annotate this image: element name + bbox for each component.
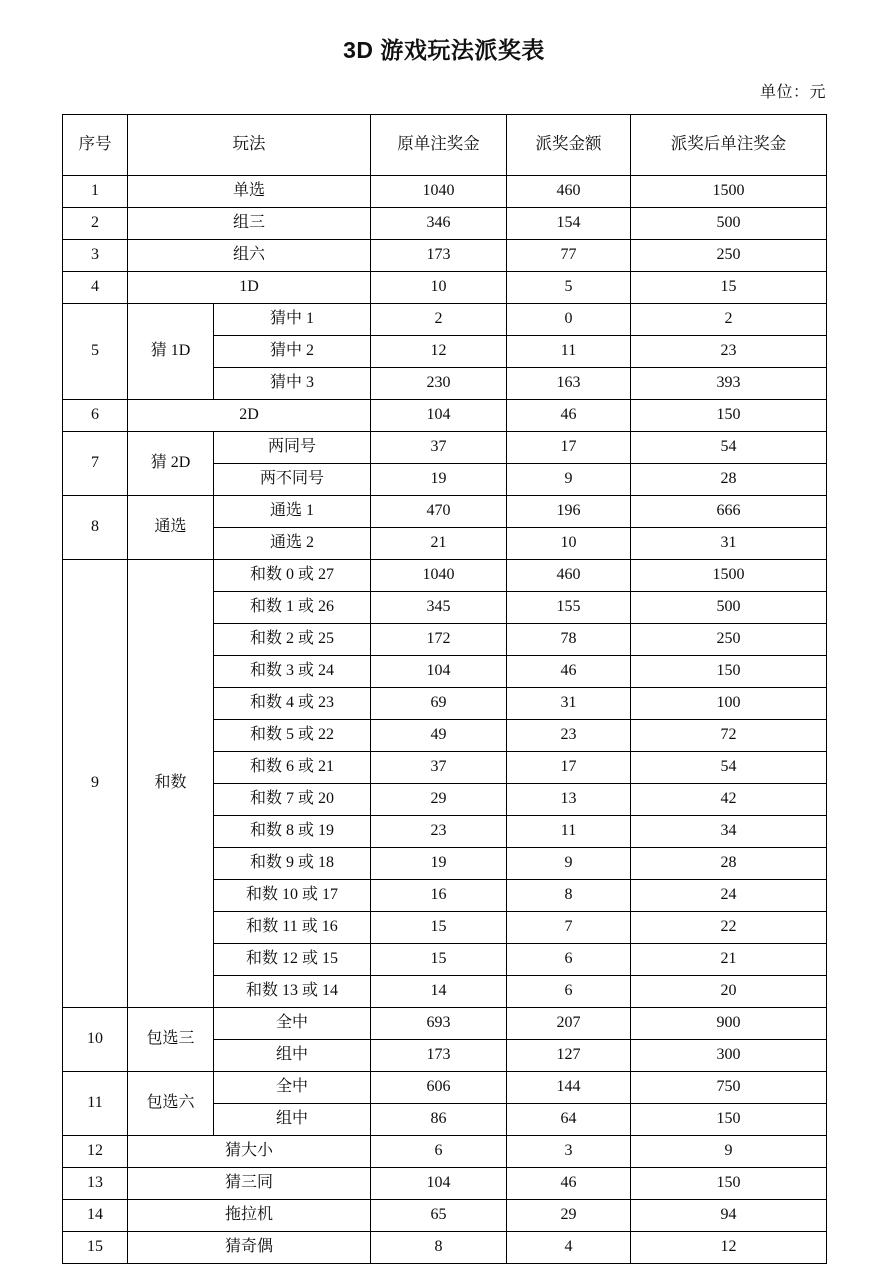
cell-play-group: 包选六 bbox=[128, 1071, 214, 1135]
cell-bonus-amount: 23 bbox=[507, 719, 631, 751]
col-header-original-prize: 原单注奖金 bbox=[371, 114, 507, 175]
cell-play-sub: 组中 bbox=[214, 1103, 371, 1135]
cell-bonus-amount: 6 bbox=[507, 943, 631, 975]
table-row bbox=[63, 303, 827, 335]
cell-prize-after: 666 bbox=[631, 495, 827, 527]
cell-original-prize: 65 bbox=[371, 1199, 507, 1231]
cell-original-prize: 86 bbox=[371, 1103, 507, 1135]
cell-play-sub: 猜中 1 bbox=[214, 303, 371, 335]
table-body bbox=[63, 175, 827, 1263]
cell-bonus-amount: 3 bbox=[507, 1135, 631, 1167]
cell-original-prize: 29 bbox=[371, 783, 507, 815]
award-table bbox=[62, 114, 827, 1264]
cell-original-prize: 15 bbox=[371, 943, 507, 975]
col-header-play: 玩法 bbox=[128, 114, 371, 175]
cell-play: 猜三同 bbox=[128, 1167, 371, 1199]
cell-original-prize: 19 bbox=[371, 463, 507, 495]
cell-original-prize: 14 bbox=[371, 975, 507, 1007]
award-table-container bbox=[0, 102, 888, 1264]
table-row bbox=[63, 1199, 827, 1231]
cell-prize-after: 300 bbox=[631, 1039, 827, 1071]
table-row bbox=[63, 1231, 827, 1263]
cell-play-sub: 和数 10 或 17 bbox=[214, 879, 371, 911]
cell-original-prize: 69 bbox=[371, 687, 507, 719]
cell-bonus-amount: 460 bbox=[507, 559, 631, 591]
cell-play-sub: 全中 bbox=[214, 1071, 371, 1103]
cell-original-prize: 345 bbox=[371, 591, 507, 623]
cell-play-sub: 全中 bbox=[214, 1007, 371, 1039]
table-row bbox=[63, 271, 827, 303]
cell-play: 单选 bbox=[128, 175, 371, 207]
cell-prize-after: 28 bbox=[631, 463, 827, 495]
col-header-bonus-amount: 派奖金额 bbox=[507, 114, 631, 175]
cell-prize-after: 12 bbox=[631, 1231, 827, 1263]
col-header-prize-after: 派奖后单注奖金 bbox=[631, 114, 827, 175]
cell-play: 猜大小 bbox=[128, 1135, 371, 1167]
cell-original-prize: 346 bbox=[371, 207, 507, 239]
cell-play-sub: 通选 1 bbox=[214, 495, 371, 527]
cell-prize-after: 23 bbox=[631, 335, 827, 367]
cell-prize-after: 100 bbox=[631, 687, 827, 719]
table-row bbox=[63, 559, 827, 591]
cell-play-group: 通选 bbox=[128, 495, 214, 559]
cell-prize-after: 250 bbox=[631, 623, 827, 655]
cell-play: 拖拉机 bbox=[128, 1199, 371, 1231]
cell-bonus-amount: 31 bbox=[507, 687, 631, 719]
table-row bbox=[63, 1007, 827, 1039]
cell-prize-after: 54 bbox=[631, 431, 827, 463]
cell-index: 12 bbox=[63, 1135, 128, 1167]
cell-original-prize: 21 bbox=[371, 527, 507, 559]
cell-prize-after: 150 bbox=[631, 1103, 827, 1135]
table-row bbox=[63, 495, 827, 527]
cell-play-sub: 两同号 bbox=[214, 431, 371, 463]
cell-original-prize: 37 bbox=[371, 431, 507, 463]
table-row bbox=[63, 399, 827, 431]
cell-original-prize: 23 bbox=[371, 815, 507, 847]
cell-prize-after: 72 bbox=[631, 719, 827, 751]
cell-index: 2 bbox=[63, 207, 128, 239]
cell-play-sub: 和数 13 或 14 bbox=[214, 975, 371, 1007]
cell-play: 猜奇偶 bbox=[128, 1231, 371, 1263]
cell-play-group: 包选三 bbox=[128, 1007, 214, 1071]
cell-prize-after: 34 bbox=[631, 815, 827, 847]
table-row bbox=[63, 175, 827, 207]
cell-original-prize: 1040 bbox=[371, 559, 507, 591]
table-row bbox=[63, 1135, 827, 1167]
cell-bonus-amount: 17 bbox=[507, 751, 631, 783]
cell-bonus-amount: 155 bbox=[507, 591, 631, 623]
cell-prize-after: 393 bbox=[631, 367, 827, 399]
cell-bonus-amount: 77 bbox=[507, 239, 631, 271]
cell-index: 5 bbox=[63, 303, 128, 399]
cell-prize-after: 150 bbox=[631, 399, 827, 431]
cell-index: 13 bbox=[63, 1167, 128, 1199]
cell-play-sub: 和数 11 或 16 bbox=[214, 911, 371, 943]
cell-prize-after: 1500 bbox=[631, 175, 827, 207]
cell-bonus-amount: 46 bbox=[507, 1167, 631, 1199]
cell-prize-after: 150 bbox=[631, 1167, 827, 1199]
cell-prize-after: 2 bbox=[631, 303, 827, 335]
cell-play-sub: 和数 1 或 26 bbox=[214, 591, 371, 623]
cell-bonus-amount: 7 bbox=[507, 911, 631, 943]
cell-bonus-amount: 460 bbox=[507, 175, 631, 207]
table-row bbox=[63, 431, 827, 463]
cell-bonus-amount: 11 bbox=[507, 815, 631, 847]
cell-prize-after: 54 bbox=[631, 751, 827, 783]
cell-prize-after: 42 bbox=[631, 783, 827, 815]
cell-original-prize: 606 bbox=[371, 1071, 507, 1103]
cell-prize-after: 24 bbox=[631, 879, 827, 911]
cell-index: 1 bbox=[63, 175, 128, 207]
cell-bonus-amount: 9 bbox=[507, 463, 631, 495]
cell-bonus-amount: 17 bbox=[507, 431, 631, 463]
cell-play: 组三 bbox=[128, 207, 371, 239]
cell-original-prize: 10 bbox=[371, 271, 507, 303]
page-title: 3D 游戏玩法派奖表 bbox=[343, 37, 545, 63]
cell-prize-after: 15 bbox=[631, 271, 827, 303]
table-row bbox=[63, 1071, 827, 1103]
cell-play-sub: 猜中 2 bbox=[214, 335, 371, 367]
cell-bonus-amount: 46 bbox=[507, 655, 631, 687]
cell-bonus-amount: 6 bbox=[507, 975, 631, 1007]
cell-play-sub: 和数 0 或 27 bbox=[214, 559, 371, 591]
cell-bonus-amount: 0 bbox=[507, 303, 631, 335]
cell-index: 8 bbox=[63, 495, 128, 559]
cell-play-sub: 猜中 3 bbox=[214, 367, 371, 399]
cell-bonus-amount: 10 bbox=[507, 527, 631, 559]
cell-index: 4 bbox=[63, 271, 128, 303]
cell-original-prize: 12 bbox=[371, 335, 507, 367]
cell-bonus-amount: 46 bbox=[507, 399, 631, 431]
table-row bbox=[63, 239, 827, 271]
cell-prize-after: 500 bbox=[631, 207, 827, 239]
cell-play: 组六 bbox=[128, 239, 371, 271]
cell-index: 15 bbox=[63, 1231, 128, 1263]
cell-index: 3 bbox=[63, 239, 128, 271]
cell-bonus-amount: 64 bbox=[507, 1103, 631, 1135]
cell-index: 9 bbox=[63, 559, 128, 1007]
unit-note: 单位：元 bbox=[759, 83, 826, 101]
table-header bbox=[63, 114, 827, 175]
cell-index: 14 bbox=[63, 1199, 128, 1231]
cell-play-sub: 和数 6 或 21 bbox=[214, 751, 371, 783]
cell-prize-after: 94 bbox=[631, 1199, 827, 1231]
cell-play-group: 和数 bbox=[128, 559, 214, 1007]
cell-original-prize: 230 bbox=[371, 367, 507, 399]
cell-prize-after: 31 bbox=[631, 527, 827, 559]
cell-play-sub: 和数 9 或 18 bbox=[214, 847, 371, 879]
cell-play-group: 猜 2D bbox=[128, 431, 214, 495]
table-header-row bbox=[63, 114, 827, 175]
cell-bonus-amount: 5 bbox=[507, 271, 631, 303]
cell-original-prize: 693 bbox=[371, 1007, 507, 1039]
cell-bonus-amount: 8 bbox=[507, 879, 631, 911]
cell-prize-after: 250 bbox=[631, 239, 827, 271]
table-row bbox=[63, 1167, 827, 1199]
cell-prize-after: 28 bbox=[631, 847, 827, 879]
cell-play-sub: 通选 2 bbox=[214, 527, 371, 559]
cell-play: 1D bbox=[128, 271, 371, 303]
cell-bonus-amount: 196 bbox=[507, 495, 631, 527]
cell-prize-after: 500 bbox=[631, 591, 827, 623]
cell-play-sub: 和数 4 或 23 bbox=[214, 687, 371, 719]
cell-original-prize: 49 bbox=[371, 719, 507, 751]
cell-bonus-amount: 13 bbox=[507, 783, 631, 815]
cell-bonus-amount: 207 bbox=[507, 1007, 631, 1039]
cell-index: 7 bbox=[63, 431, 128, 495]
cell-play-sub: 和数 5 或 22 bbox=[214, 719, 371, 751]
cell-play-sub: 和数 12 或 15 bbox=[214, 943, 371, 975]
cell-prize-after: 900 bbox=[631, 1007, 827, 1039]
cell-original-prize: 173 bbox=[371, 239, 507, 271]
cell-original-prize: 104 bbox=[371, 1167, 507, 1199]
cell-prize-after: 21 bbox=[631, 943, 827, 975]
cell-bonus-amount: 127 bbox=[507, 1039, 631, 1071]
cell-index: 11 bbox=[63, 1071, 128, 1135]
cell-original-prize: 173 bbox=[371, 1039, 507, 1071]
cell-bonus-amount: 4 bbox=[507, 1231, 631, 1263]
cell-prize-after: 22 bbox=[631, 911, 827, 943]
cell-original-prize: 2 bbox=[371, 303, 507, 335]
cell-bonus-amount: 29 bbox=[507, 1199, 631, 1231]
cell-original-prize: 15 bbox=[371, 911, 507, 943]
cell-prize-after: 750 bbox=[631, 1071, 827, 1103]
cell-prize-after: 1500 bbox=[631, 559, 827, 591]
cell-bonus-amount: 144 bbox=[507, 1071, 631, 1103]
cell-original-prize: 104 bbox=[371, 655, 507, 687]
cell-bonus-amount: 78 bbox=[507, 623, 631, 655]
cell-index: 10 bbox=[63, 1007, 128, 1071]
cell-original-prize: 16 bbox=[371, 879, 507, 911]
cell-original-prize: 6 bbox=[371, 1135, 507, 1167]
cell-play-sub: 组中 bbox=[214, 1039, 371, 1071]
cell-prize-after: 20 bbox=[631, 975, 827, 1007]
cell-index: 6 bbox=[63, 399, 128, 431]
cell-bonus-amount: 154 bbox=[507, 207, 631, 239]
cell-bonus-amount: 9 bbox=[507, 847, 631, 879]
cell-play-sub: 和数 8 或 19 bbox=[214, 815, 371, 847]
cell-original-prize: 1040 bbox=[371, 175, 507, 207]
cell-original-prize: 19 bbox=[371, 847, 507, 879]
cell-play-sub: 两不同号 bbox=[214, 463, 371, 495]
cell-original-prize: 172 bbox=[371, 623, 507, 655]
cell-prize-after: 9 bbox=[631, 1135, 827, 1167]
cell-play: 2D bbox=[128, 399, 371, 431]
table-row bbox=[63, 207, 827, 239]
cell-original-prize: 37 bbox=[371, 751, 507, 783]
cell-play-sub: 和数 2 或 25 bbox=[214, 623, 371, 655]
cell-prize-after: 150 bbox=[631, 655, 827, 687]
cell-play-group: 猜 1D bbox=[128, 303, 214, 399]
cell-bonus-amount: 11 bbox=[507, 335, 631, 367]
cell-original-prize: 470 bbox=[371, 495, 507, 527]
cell-original-prize: 104 bbox=[371, 399, 507, 431]
cell-bonus-amount: 163 bbox=[507, 367, 631, 399]
cell-play-sub: 和数 3 或 24 bbox=[214, 655, 371, 687]
cell-original-prize: 8 bbox=[371, 1231, 507, 1263]
cell-play-sub: 和数 7 或 20 bbox=[214, 783, 371, 815]
col-header-index: 序号 bbox=[63, 114, 128, 175]
